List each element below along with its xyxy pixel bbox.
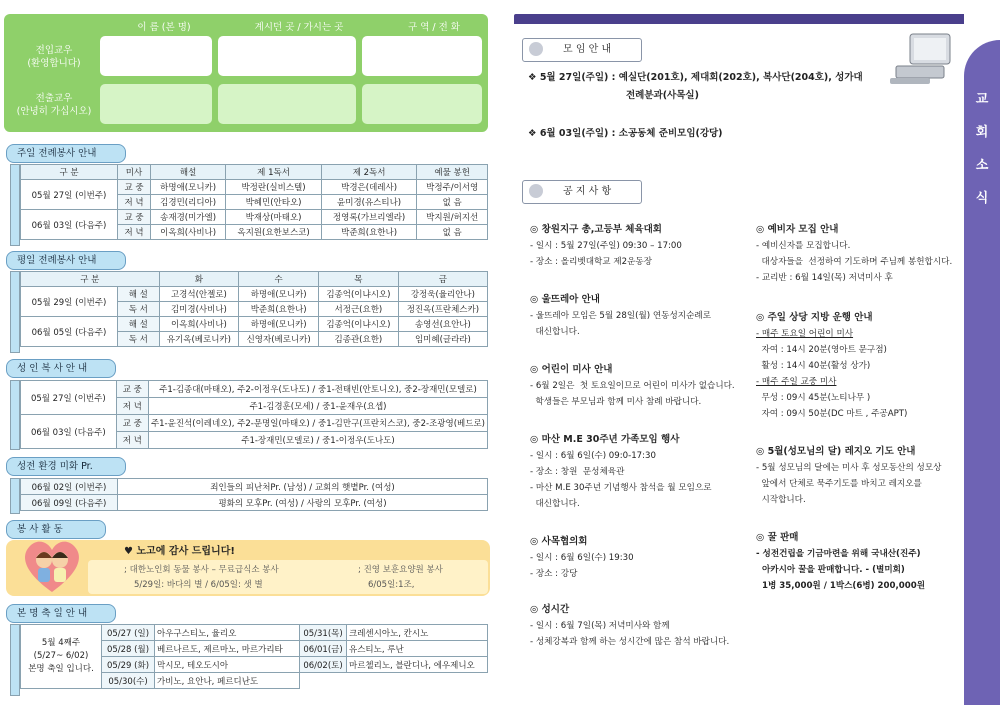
notice-heading: ◎ 5월(성모님의 달) 레지오 기도 안내 [756, 446, 916, 457]
cell: 하명애(모니카) [151, 180, 226, 195]
empty-cell [300, 673, 347, 689]
table-row [21, 210, 488, 225]
col-header: 수 [239, 272, 319, 287]
notice-item [530, 222, 755, 270]
cell: 송재경(미가엘) [151, 210, 226, 225]
notice-heading: ◎ 사목협의회 [530, 536, 588, 547]
cell: 서정근(요한) [319, 302, 399, 317]
sunday-title: 주일 전례봉사 안내 [6, 144, 126, 163]
service-left-line2: 5/29일: 바다의 별 / 6/05일: 샛 별 [134, 580, 263, 590]
notice-item [530, 362, 755, 410]
couple-icon [20, 536, 84, 594]
shrine-title: 성전 환경 미화 Pr. [6, 457, 126, 476]
cell: 없 음 [417, 195, 488, 210]
sunday-table [20, 164, 488, 240]
cell: 죄인들의 피난처Pr. (남성) / 교회의 햇볕Pr. (여성) [118, 479, 488, 495]
notice-item [530, 534, 755, 582]
cell: 박재상(마태오) [226, 210, 322, 225]
reg-out-place-box[interactable] [218, 84, 356, 124]
mass-cell: 저 녁 [116, 398, 148, 415]
cell: 고경석(안젤로) [159, 287, 239, 302]
notice-line: - 예비신자를 모집합니다. [756, 241, 851, 251]
computer-icon [888, 30, 954, 88]
notice-heading: ◎ 어린이 미사 안내 [530, 364, 613, 375]
reg-label-in: 전입교우 (환영합니다) [27, 45, 81, 69]
notice-line: - 일시 : 5월 27일(주일) 09:30 – 17:00 [530, 241, 682, 251]
cell: 평화의 모후Pr. (여성) / 사랑의 모후Pr. (여성) [118, 495, 488, 511]
notice-line: 자여 : 09시 50분(DC 마트 , 주공APT) [756, 409, 908, 419]
meeting-item-1: ❖ 5월 27일(주일) : 예실단(201호), 제대회(202호), 복사단(204호), 성가대 [528, 72, 863, 83]
weekday-title: 평일 전례봉사 안내 [6, 251, 126, 270]
notice-line: 대신합니다. [530, 327, 580, 337]
cell: 이옥희(사비나) [159, 317, 239, 332]
col-header: 미사 [118, 165, 151, 180]
notice-item [530, 602, 755, 650]
table-row [21, 317, 488, 332]
notice-heading: ◎ 울뜨레아 안내 [530, 294, 600, 305]
notice-heading: ◎ 성시간 [530, 604, 570, 615]
cell: 막시모, 테오도시아 [155, 657, 300, 673]
meeting-item-2: ❖ 6월 03일(주일) : 소공동체 준비모임(강당) [528, 128, 723, 139]
patron-side-bar [10, 624, 20, 696]
role-cell: 독 서 [118, 332, 160, 347]
notice-heading: ◎ 꿀 판매 [756, 532, 799, 543]
notice-line: - 교리반 : 6월 14일(목) 저녁미사 후 [756, 273, 893, 283]
cell: 이옥희(사비나) [151, 225, 226, 240]
notice-line: - 6월 2일은 첫 토요일이므로 어린이 미사가 없습니다. [530, 381, 735, 391]
cell: 주1-김경훈(모세) / 중1-윤재우(요셉) [148, 398, 487, 415]
notice-line: 대신합니다. [530, 499, 580, 509]
date-cell: 05/30(수) [102, 673, 155, 689]
reg-label-out: 전출교우 (안녕히 가십시오) [16, 93, 92, 117]
notice-heading: ◎ 창원지구 총,고등부 체육대회 [530, 224, 662, 235]
col-header: 화 [159, 272, 239, 287]
notice-line: 앞에서 단체로 묵주기도를 바치고 레지오를 [756, 479, 922, 489]
notice-line: 무성 : 09시 45분(노티나무 ) [756, 393, 871, 403]
notice-item [756, 222, 964, 286]
cell: 크레센시아노, 칸시노 [347, 625, 488, 641]
cell: 박경은(데레사) [321, 180, 417, 195]
date-cell: 05/27 (일) [102, 625, 155, 641]
table-row [21, 287, 488, 302]
registration-panel [4, 14, 488, 132]
cell: 김종억(이냐시오) [319, 317, 399, 332]
cell: 하명애(모니카) [239, 317, 319, 332]
patron-label-cell: 5월 4째주 (5/27~ 6/02) 본명 축일 입니다. [21, 625, 102, 689]
col-header: 구 분 [21, 165, 118, 180]
col-header: 제 1독서 [226, 165, 322, 180]
date-cell: 05월 27일 (이번주) [21, 180, 118, 210]
church-news-sidebar: 교 회 소 식 [964, 40, 1000, 705]
notice-line: - 장소 : 창원 문성체육관 [530, 467, 625, 477]
mass-cell: 저 녁 [116, 432, 148, 449]
role-cell: 해 설 [118, 287, 160, 302]
reg-header-name: 이 름 (본 명) [137, 22, 191, 33]
service-title: 봉 사 활 동 [6, 520, 106, 539]
mass-cell: 교 중 [118, 210, 151, 225]
reg-in-name-box[interactable] [100, 36, 212, 76]
date-cell: 05/29 (화) [102, 657, 155, 673]
cell: 김종억(이냐시오) [319, 287, 399, 302]
notice-line: 아카시아 꿀을 판매합니다. - (별미회) [756, 565, 905, 575]
table-row [21, 381, 488, 398]
adult-server-title: 성 인 복 사 안 내 [6, 359, 116, 378]
notice-line: - 일시 : 6월 7일(목) 저녁미사와 함께 [530, 621, 670, 631]
person-icon [529, 42, 543, 56]
date-cell: 05/31(목) [300, 625, 347, 641]
mass-cell: 교 중 [116, 415, 148, 432]
notice-line: - 마산 M.E 30주년 기념행사 참석을 월 모임으로 [530, 483, 712, 493]
cell: 마르첼리노, 블란디나, 에우제니오 [347, 657, 488, 673]
notice-line: - 5월 성모님의 달에는 미사 후 성모동산의 성모상 [756, 463, 942, 473]
cell: 하명애(모니카) [239, 287, 319, 302]
notice-line: - 일시 : 6월 6일(수) 09:0-17:30 [530, 451, 656, 461]
service-right-line2: 6/05일:1조, [368, 580, 415, 590]
notice-line: 활성 : 14시 40분(활성 상가) [756, 361, 871, 371]
cell: 신영자(베로니카) [239, 332, 319, 347]
reg-header-contact: 구 역 / 전 화 [408, 22, 460, 33]
person-icon [529, 184, 543, 198]
service-left-line1: ; 대한노인회 동물 봉사 – 무료급식소 봉사 [124, 565, 279, 575]
cell: 김경민(리디아) [151, 195, 226, 210]
cell: 박정주/이서영 [417, 180, 488, 195]
cell: 송영선(요안나) [398, 317, 487, 332]
empty-cell [347, 673, 488, 689]
table-row [21, 479, 488, 495]
notice-right-column [756, 222, 964, 594]
cell: 박정란(실비스텔) [226, 180, 322, 195]
cell: 임미혜(글라라) [398, 332, 487, 347]
cell: 옥지원(요한보스코) [226, 225, 322, 240]
table-row [21, 415, 488, 432]
reg-in-place-box[interactable] [218, 36, 356, 76]
cell: 박준희(요한나) [321, 225, 417, 240]
date-cell: 06월 05일 (다음주) [21, 317, 118, 347]
notice-heading: ◎ 주일 상당 지방 운행 안내 [756, 312, 873, 323]
cell: 박준희(요한나) [239, 302, 319, 317]
notice-line: - 울뜨레아 모임은 5월 28일(월) 연동성지순례로 [530, 311, 711, 321]
reg-in-contact-box[interactable] [362, 36, 482, 76]
table-row [21, 180, 488, 195]
col-header: 예물 봉헌 [417, 165, 488, 180]
table-row [21, 495, 488, 511]
shrine-side-bar [10, 478, 20, 514]
header-bar [514, 14, 964, 24]
service-right-line1: ; 진영 보훈요양원 봉사 [358, 565, 443, 575]
date-cell: 06월 09일 (다음주) [21, 495, 118, 511]
date-cell: 06월 02일 (이번주) [21, 479, 118, 495]
service-thanks: ♥ 노고에 감사 드립니다! [124, 546, 235, 557]
cell: 베르나르도, 제르마노, 마르가리타 [155, 641, 300, 657]
notice-line: 1병 35,000원 / 1박스(6병) 200,000원 [756, 581, 925, 591]
date-cell: 05월 27일 (이번주) [21, 381, 117, 415]
notice-line: - 성전건립을 기금마련을 위해 국내산(진주) [756, 549, 921, 559]
mass-cell: 교 중 [118, 180, 151, 195]
col-header: 목 [319, 272, 399, 287]
date-cell: 06/02(토) [300, 657, 347, 673]
cell: 가비노, 요안나, 페르디난도 [155, 673, 300, 689]
notice-heading: ◎ 예비자 모집 안내 [756, 224, 839, 235]
notice-line: 학생들은 부모님과 함께 미사 참례 바랍니다. [530, 397, 702, 407]
patron-title: 본 명 축 일 안 내 [6, 604, 116, 623]
notice-line: 시작합니다. [756, 495, 806, 505]
cell: 없 음 [417, 225, 488, 240]
date-cell: 05월 29일 (이번주) [21, 287, 118, 317]
col-header: 해설 [151, 165, 226, 180]
notice-line: 대상자들을 선정하여 기도하며 주님께 봉헌합시다. [756, 257, 953, 267]
reg-out-contact-box[interactable] [362, 84, 482, 124]
notice-item [756, 310, 964, 422]
mass-cell: 저 녁 [118, 195, 151, 210]
cell: 유스티노, 루난 [347, 641, 488, 657]
notice-line: 자여 : 14시 20분(영아트 문구점) [756, 345, 887, 355]
notice-line: - 매주 주일 교중 미사 [756, 377, 837, 387]
col-header: 구 분 [21, 272, 160, 287]
sunday-side-bar [10, 164, 20, 246]
cell: 박혜민(안타오) [226, 195, 322, 210]
col-header: 금 [398, 272, 487, 287]
role-cell: 해 설 [118, 317, 160, 332]
notice-left-column [530, 222, 755, 650]
cell: 김미경(사비나) [159, 302, 239, 317]
weekday-side-bar [10, 271, 20, 353]
adult-server-table [20, 380, 488, 449]
cell: 아우구스티노, 율리오 [155, 625, 300, 641]
reg-header-place: 계시던 곳 / 가시는 곳 [254, 22, 344, 33]
notice-item [530, 432, 755, 512]
reg-out-name-box[interactable] [100, 84, 212, 124]
notice-line: - 장소 : 강당 [530, 569, 578, 579]
notice-item [530, 292, 755, 340]
col-header: 제 2독서 [321, 165, 417, 180]
date-cell: 05/28 (월) [102, 641, 155, 657]
table-row [21, 625, 488, 641]
patron-table [20, 624, 488, 689]
date-cell: 06월 03일 (다음주) [21, 415, 117, 449]
notice-line: - 장소 : 올리벳대학교 제2운동장 [530, 257, 653, 267]
cell: 유기옥(베로니카) [159, 332, 239, 347]
adult-side-bar [10, 380, 20, 450]
cell: 주1-윤진석(이레네오), 주2-문명일(마태오) / 중1-김만구(프란치스코), 중2-조광영(베드로) [148, 415, 487, 432]
notice-item [756, 444, 964, 508]
cell: 주1-김종대(마태오), 주2-이정우(도나도) / 중1-전태빈(안토니오), 중2-장재민(모델로) [148, 381, 487, 398]
notice-line: - 매주 토요일 어린이 미사 [756, 329, 854, 339]
cell: 윤미경(유스티나) [321, 195, 417, 210]
notice-title-box: 공 지 사 항 [522, 180, 642, 204]
date-cell: 06월 03일 (다음주) [21, 210, 118, 240]
notice-item [756, 530, 964, 594]
mass-cell: 교 중 [116, 381, 148, 398]
notice-line: - 일시 : 6월 6일(수) 19:30 [530, 553, 634, 563]
service-panel [6, 540, 490, 596]
cell: 주1-장재민(모델로) / 중1-이정우(도나도) [148, 432, 487, 449]
date-cell: 06/01(금) [300, 641, 347, 657]
cell: 정영록(가브리엘라) [321, 210, 417, 225]
cell: 김종관(요한) [319, 332, 399, 347]
weekday-table [20, 271, 488, 347]
cell: 정진옥(프란체스카) [398, 302, 487, 317]
notice-heading: ◎ 마산 M.E 30주년 가족모임 행사 [530, 434, 680, 445]
mass-cell: 저 녁 [118, 225, 151, 240]
meeting-item-1-cont: 전례분과(사목실) [626, 90, 699, 101]
role-cell: 독 서 [118, 302, 160, 317]
meeting-title-box: 모 임 안 내 [522, 38, 642, 62]
notice-line: - 성체강복과 함께 하는 성시간에 많은 참석 바랍니다. [530, 637, 730, 647]
shrine-table [20, 478, 488, 511]
cell: 박지원/허지선 [417, 210, 488, 225]
cell: 강정욱(율리안나) [398, 287, 487, 302]
